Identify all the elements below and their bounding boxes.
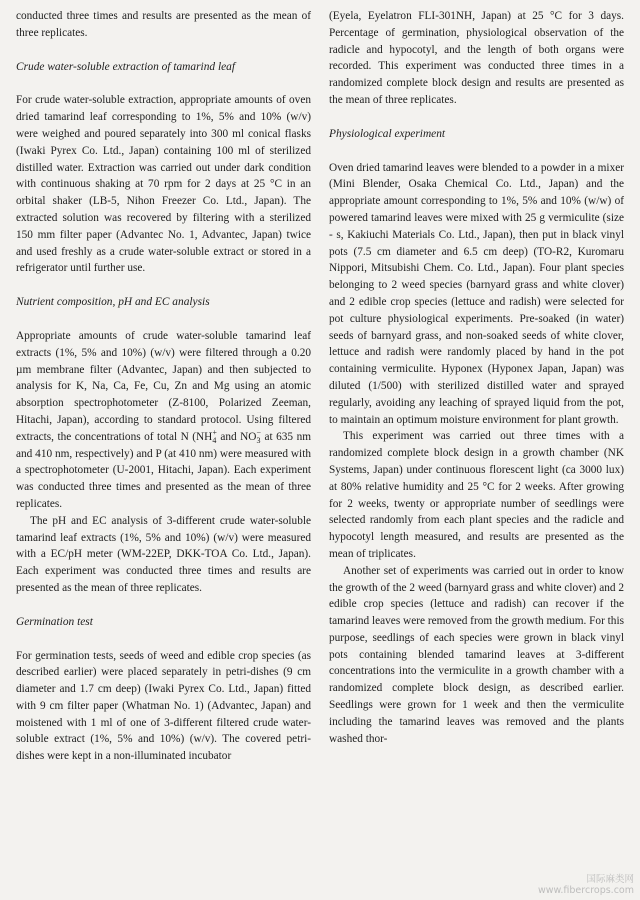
watermark: 国际麻类网 www.fibercrops.com [537,874,634,896]
paragraph: conducted three times and results are presented as the mean of three replicates. [16,10,311,39]
paragraph: This experiment was carried out three times with a randomized complete block design in a growth chamber (NK Systems, Japan) under continuous florescent light (ca 3000 lux) at 80% relative humidity and 25 °C for 2 weeks. After growing for 2 weeks, twenty or appropriate number of seedlings were selected randomly from each plant species and the radicle and hypocotyl length measured, and results are presented as the mean of triplicates. [329,430,624,560]
section-heading-physiological: Physiological experiment [329,127,446,140]
paragraph-nutrient: Appropriate amounts of crude water-soluble tamarind leaf extracts (1%, 5% and 10%) (w/v) were filtered through a 0.20 µm membrane filter (Advantec, Japan) and then subjected to analysis for K, Na, Ca, Fe, Cu, Zn and Mg using an atomic absorption spectrophotometer (Z-8100, Polarized Zeeman, Hitachi, Japan), according to standard protocol. Using filtered extracts, the concentrations of total N (NH + 4 and NO − 3 at 635 nm and 410 nm, respectively) and P (at 410 nm) were measured with a spectrophotometer (U-2001, Hitachi, Japan). Each experiment was conducted three times and presented as the mean of three replicates. [16,329,312,510]
paragraph: For germination tests, seeds of weed and edible crop species (as described earlier) were placed separately in petri-dishes (9 cm diameter and 1.7 cm deep) (Iwaki Pyrex Co. Ltd., Japan) fitted with 9 cm filter paper (Whatman No. 1) (Advantec, Japan) and moistened with 1 ml of one of 3-different filtered crude water-soluble extract (1%, 5% and 10%) (w/v). The covered petri-dishes were kept in a non-illuminated incubator [16,649,311,763]
paragraph: For crude water-soluble extraction, appropriate amounts of oven dried tamarind leaf corresponding to 1%, 5% and 10% (w/v) were weighed and poured separately into 300 ml conical flasks (Iwaki Pyrex Co. Ltd., Japan) containing 100 ml of sterilized distilled water. Extraction was carried out under dark condition with continuous shaking at 70 rpm for 2 days at 25 °C in an orbital shaker (LB-5, Nihon Freezer Co. Ltd., Japan). The extracted solution was recovered by filtering with a sterilized 150 mm filter paper (Advantec No. 1, Advantec, Japan) twice and used freshly as a crude water-soluble extract or stored in a refrigerator until further use. [16,94,311,275]
paragraph: (Eyela, Eyelatron FLI-301NH, Japan) at 25 °C for 3 days. Percentage of germination, physiological observation of the radicle and hypocotyl, and the length of both organs were recorded. This experiment was conducted three times in a randomized complete block design and results are presented as the mean of three replicates. [329,10,624,106]
paragraph: Oven dried tamarind leaves were blended to a powder in a mixer (Mini Blender, Osaka Chemical Co. Ltd., Japan) and the appropriate amount corresponding to 1%, 5% and 10% (w/w) of powered tamarind leaves were mixed with 25 g vermiculite (size - s, Kakiuchi Materials Co. Ltd., Japan), then put in black vinyl pots (7.5 cm diameter and 6.5 cm deep) (TO-R2, Kuromaru Nippori, Mitsubishi Chem. Co. Ltd., Japan). Four plant species belonging to 2 weed species (barnyard grass and white clover) and 2 edible crop species (lettuce and radish) were selected for pot culture physiological experiments. Pre-soaked (in water) seeds of barnyard grass, and non-soaked seeds of white clover, lettuce and radish were randomly placed by hand in the pot containing vermiculite. Hyponex (Hyponex Japan, Japan) was diluted (1/500) with sterilized distilled water and sprayed regularly, avoiding any leaching of sprayed liquid from the pot, to maintain an optimum moisture environment for plant growth. [329,161,624,426]
left-column [16,8,311,900]
paragraph: Another set of experiments was carried out in order to know the growth of the 2 weed (barnyard grass and white clover) and 2 edible crop species (lettuce and radish) can recover if the tamarind leaves were removed from the growth medium. For this purpose, seedlings of each species were grown in black vinyl pots containing blended tamarind leaves at 3-different concentrations into the vermiculite in a growth chamber with a randomized complete block design, as described earlier. Seedlings were grown for 1 week and then the vermiculite including the tamarind leaves was removed and the plants washed thor- [329,564,624,745]
right-column [329,8,624,900]
section-heading-germination: Germination test [16,615,93,628]
section-heading-nutrient-composition: Nutrient composition, pH and EC analysis [16,296,210,309]
paragraph: The pH and EC analysis of 3-different crude water-soluble tamarind leaf extracts (1%, 5% and 10%) (w/v) were measured with a EC/pH meter (WM-22EP, DKK-TOA Co. Ltd., Japan). Each experiment was conducted three times and results are presented as the mean of three replicates. [16,514,311,594]
section-heading-crude-extraction: Crude water-soluble extraction of tamarind leaf [16,60,236,73]
